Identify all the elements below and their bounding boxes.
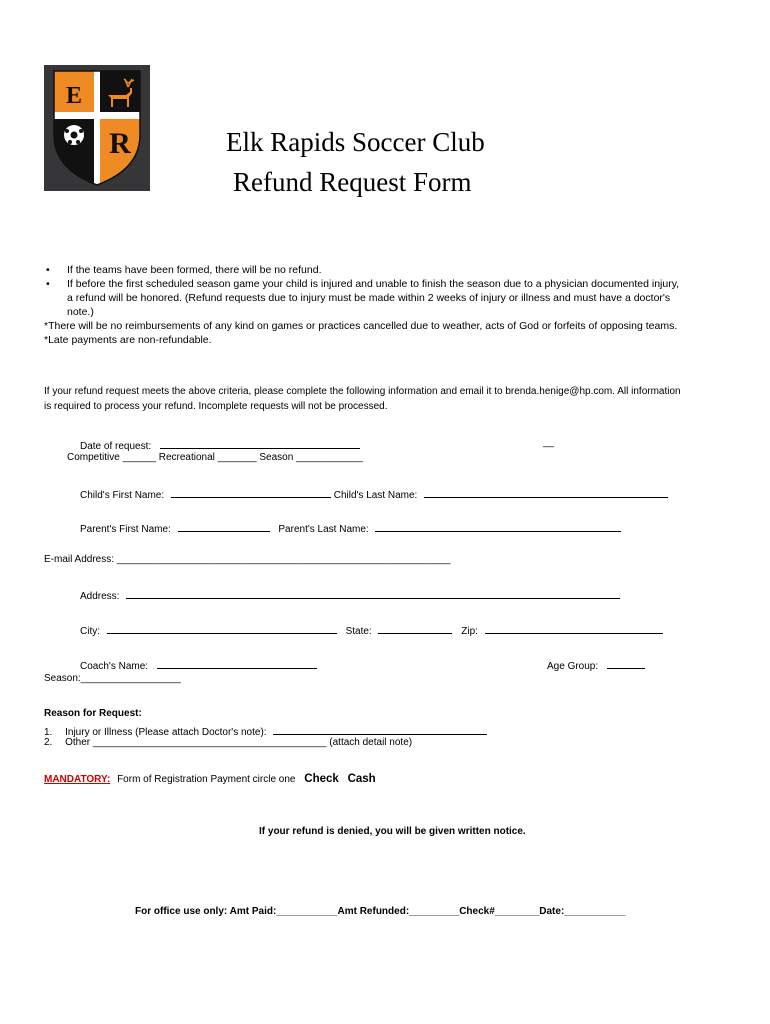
svg-text:E: E (65, 83, 83, 109)
check-option[interactable]: Check (304, 773, 339, 785)
instructions-line-2: is required to process your refund. Incomplete requests will not be processed. (44, 401, 388, 412)
reason-item-1-label: Injury or Illness (Please attach Doctor's note): (65, 727, 267, 738)
cash-option[interactable]: Cash (347, 773, 376, 785)
denied-notice: If your refund is denied, you will be given written notice. (259, 826, 526, 837)
policy-bullet-2: If before the first scheduled season game your child is injured and unable to finish the season due to a physician documented injury, (67, 278, 680, 290)
email-field[interactable]: E-mail Address: ____________________________________________________________ (44, 554, 451, 565)
payment-form-text: Form of Registration Payment circle one (117, 774, 296, 785)
reason-item-2-number: 2. (44, 737, 53, 748)
reason-item-2-label: Other __________________________________________ (attach detail note) (65, 737, 413, 748)
shield-logo-icon (44, 65, 150, 191)
child-last-name-label: Child's Last Name: (333, 490, 418, 501)
date-of-request-field[interactable] (80, 437, 360, 452)
parent-first-name-label: Parent's First Name: (80, 524, 171, 535)
mandatory-label: MANDATORY: (44, 774, 111, 785)
child-last-name-line[interactable] (424, 486, 668, 498)
zip-label: Zip: (461, 626, 478, 637)
reason-item-1-number: 1. (44, 727, 53, 738)
reason-heading: Reason for Request: (44, 708, 142, 719)
date-of-request-label: Date of request: (80, 441, 152, 452)
program-type-field[interactable]: Competitive ______ Recreational _______ Season ____________ (67, 452, 363, 463)
address-label: Address: (80, 591, 120, 602)
club-logo (44, 65, 150, 191)
age-group-field[interactable] (547, 657, 645, 672)
bullet-marker: • (46, 264, 50, 276)
payment-form-row (44, 773, 376, 785)
policy-note-1: *There will be no reimbursements of any kind on games or practices cancelled due to weather, acts of God or forfeits of opposing teams. (44, 320, 678, 332)
coach-name-label: Coach's Name: (80, 661, 149, 672)
parent-first-name-line[interactable] (178, 520, 270, 532)
stray-mark: __ (543, 437, 555, 448)
age-group-line[interactable] (607, 657, 645, 669)
child-first-name-label: Child's First Name: (80, 490, 165, 501)
parent-last-name-line[interactable] (375, 520, 621, 532)
date-of-request-line[interactable] (160, 437, 360, 449)
season-field[interactable]: Season:__________________ (44, 673, 181, 684)
bullet-marker: • (46, 278, 50, 290)
instructions-line-1: If your refund request meets the above criteria, please complete the following information and email it to brenda.henige@hp.com. All information (44, 386, 681, 397)
address-field[interactable] (80, 587, 620, 602)
state-line[interactable] (378, 622, 452, 634)
city-label: City: (80, 626, 100, 637)
reason-item-2[interactable] (44, 737, 412, 748)
child-first-name-line[interactable] (171, 486, 331, 498)
form-title: Refund Request Form (233, 167, 472, 197)
city-line[interactable] (107, 622, 337, 634)
club-title: Elk Rapids Soccer Club (226, 127, 485, 157)
coach-name-field[interactable] (80, 657, 317, 672)
office-use-row: For office use only: Amt Paid:___________Amt Refunded:_________Check#________Date:___________ (135, 906, 626, 917)
reason-item-1-line[interactable] (273, 723, 487, 735)
state-label: State: (345, 626, 372, 637)
policy-bullet-2-cont: a refund will be honored. (Refund requests due to injury must be made within 2 weeks of injury or illness and must have a doctor's (67, 292, 671, 304)
policy-note-2: *Late payments are non-refundable. (44, 334, 212, 346)
policy-bullet-2-cont: note.) (67, 306, 94, 318)
address-line[interactable] (126, 587, 620, 599)
svg-text:R: R (109, 127, 131, 160)
age-group-label: Age Group: (547, 661, 599, 672)
city-state-zip-field[interactable] (80, 622, 663, 637)
policy-bullet-1: If the teams have been formed, there will be no refund. (67, 264, 322, 276)
parent-last-name-label: Parent's Last Name: (278, 524, 369, 535)
child-first-name-field[interactable] (80, 486, 668, 501)
zip-line[interactable] (485, 622, 663, 634)
reason-item-1[interactable] (44, 723, 487, 738)
soccer-ball-icon (64, 125, 84, 145)
coach-name-line[interactable] (157, 657, 317, 669)
parent-name-field[interactable] (80, 520, 621, 535)
